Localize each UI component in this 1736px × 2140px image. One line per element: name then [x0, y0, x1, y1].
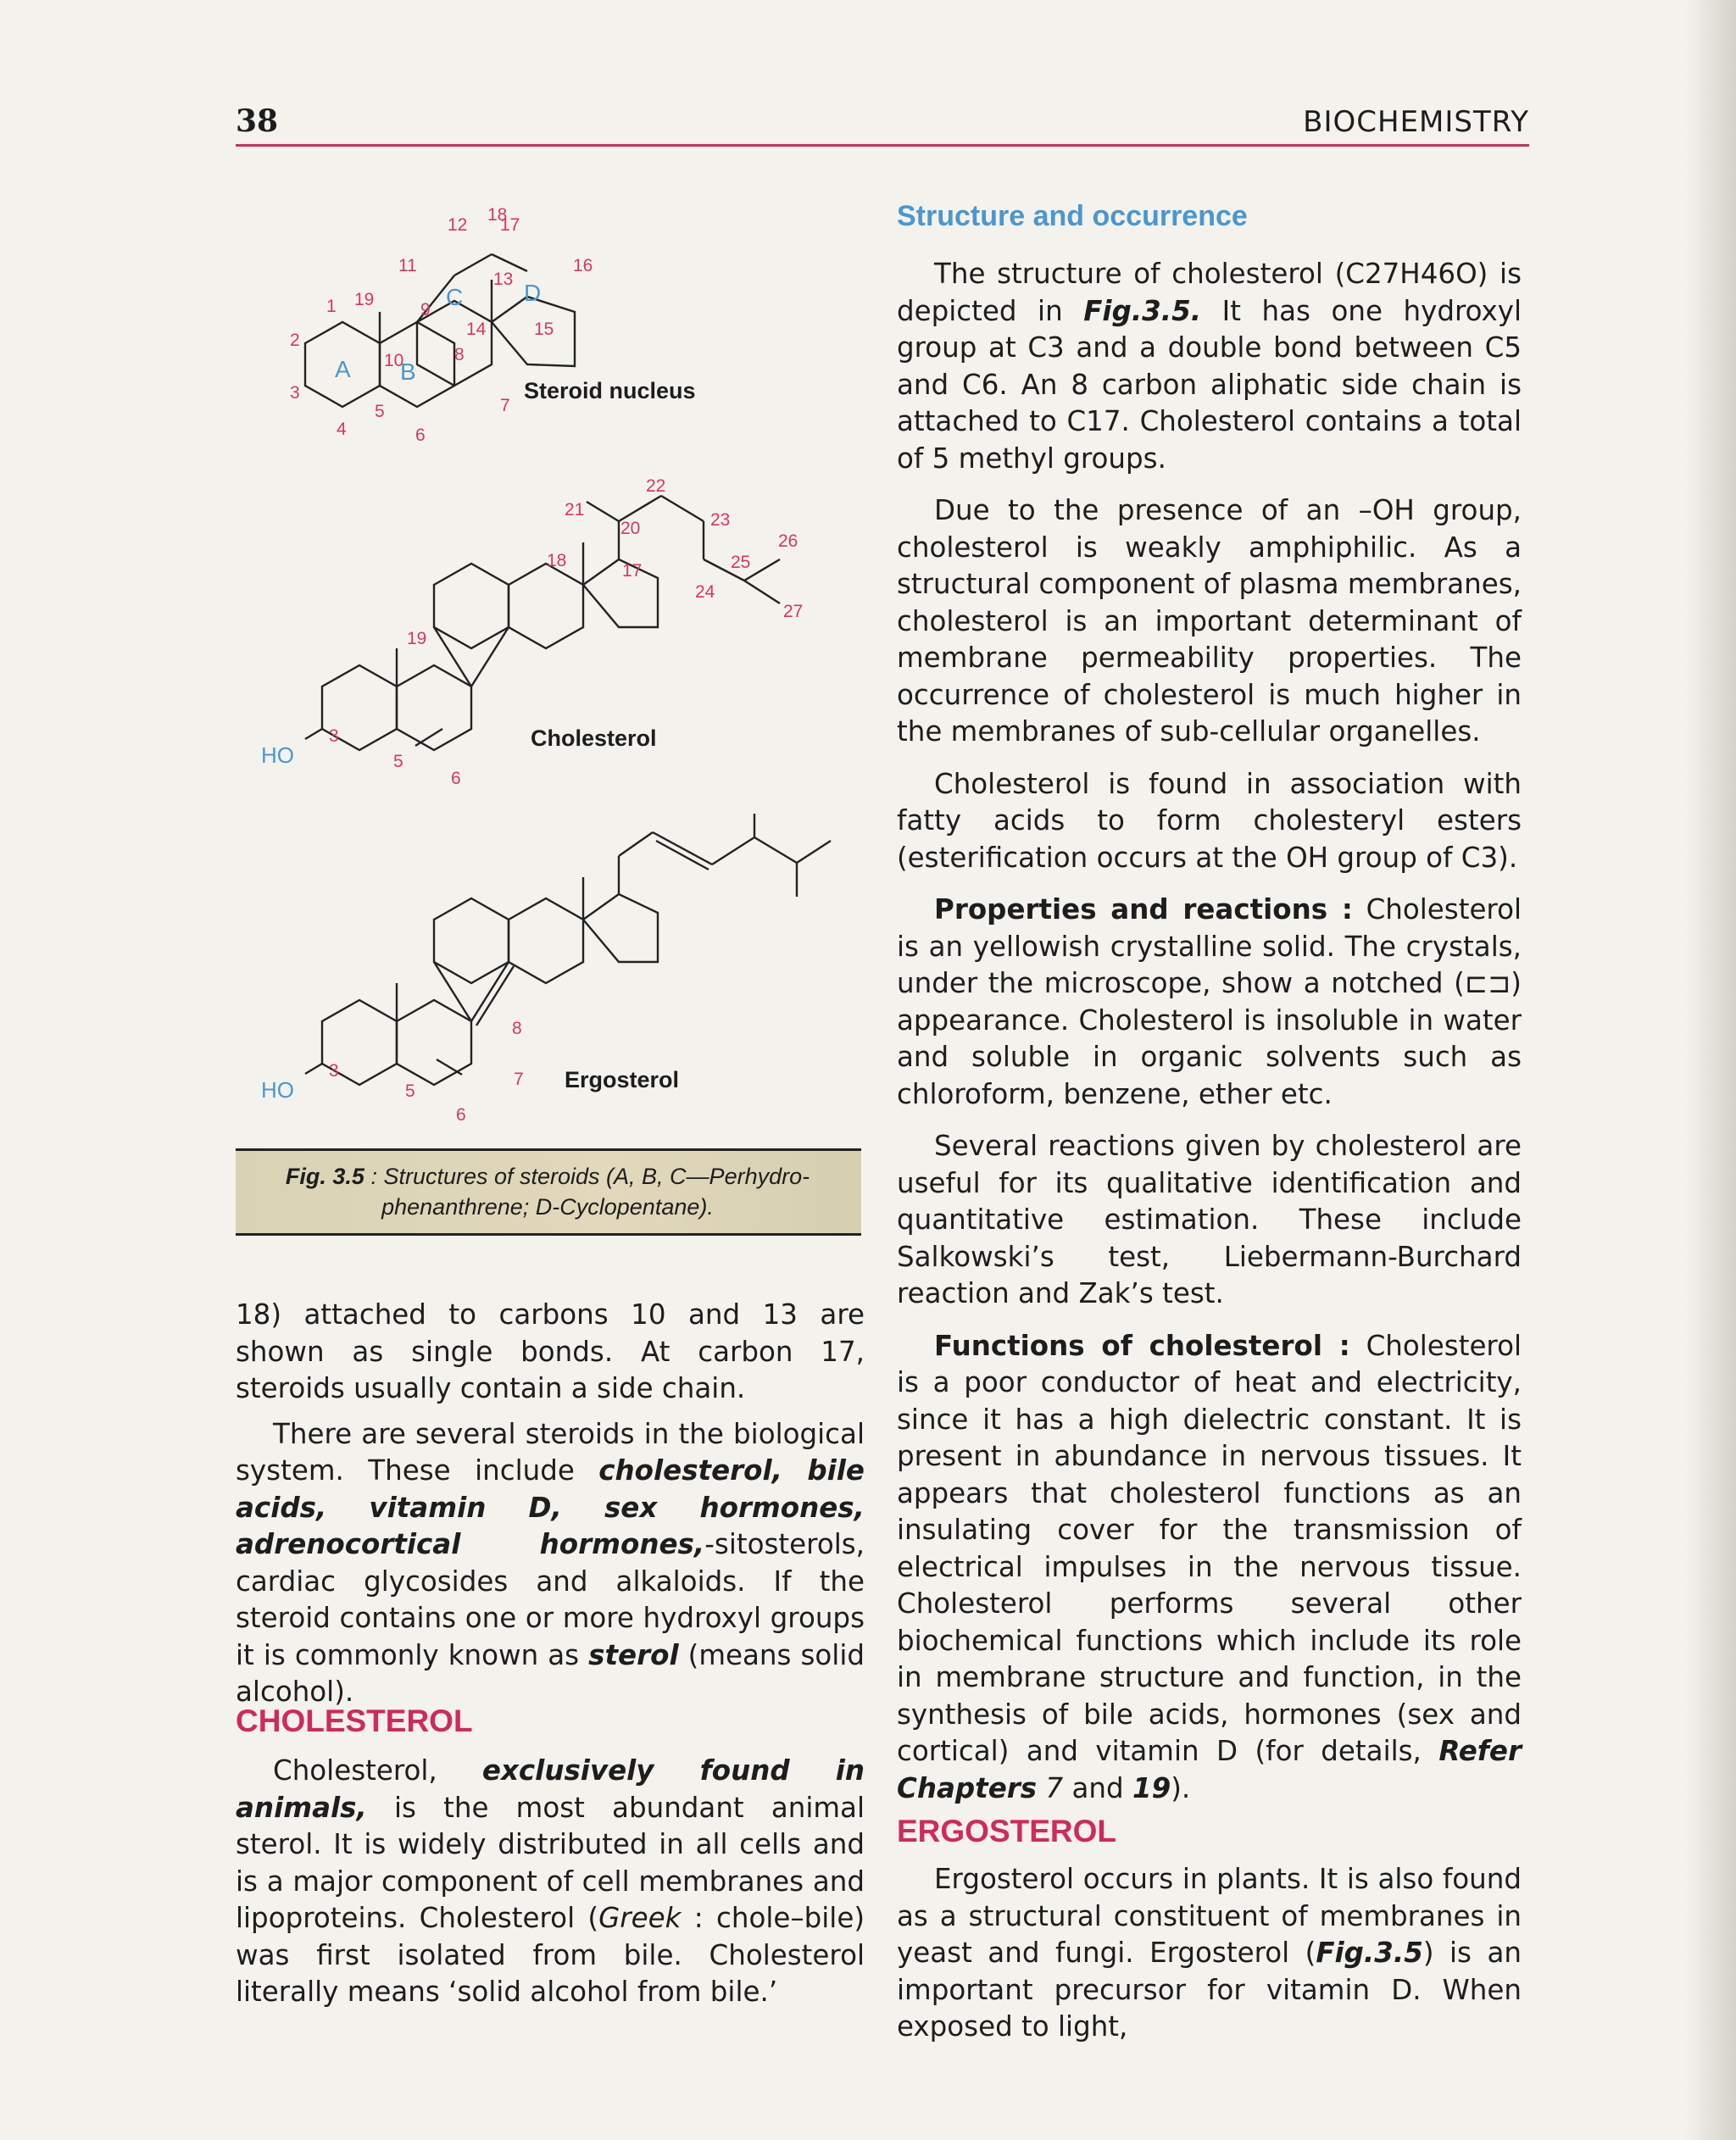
svg-text:15: 15: [534, 320, 554, 339]
svg-text:12: 12: [448, 215, 468, 235]
ester-paragraph: Cholesterol is found in association with fatty acids to form cholesteryl esters (esterification occurs at the OH group of C3).: [897, 767, 1522, 874]
svg-text:24: 24: [695, 582, 715, 602]
svg-text:8: 8: [454, 345, 465, 364]
svg-text:5: 5: [375, 402, 385, 421]
caption-text: : Structures of steroids (A, B, C—Perhydro-phenanthrene; D-Cyclopentane).: [370, 1164, 810, 1220]
structure-heading: Structure and occurrence: [897, 200, 1248, 232]
ring-label-c: C: [446, 284, 464, 310]
steroid-structures-figure: [254, 186, 865, 1136]
ergosterol-paragraph: Ergosterol occurs in plants. It is also found as a structural constituent of membranes in yeast and fungi. Ergosterol (Fig.3.5) is an important precursor for vitamin D. When exposed to light,: [897, 1863, 1522, 2043]
ring-label-d: D: [524, 280, 542, 306]
ring-label-a: A: [335, 356, 351, 382]
ergosterol-structure: [305, 814, 831, 1085]
svg-text:16: 16: [573, 256, 593, 275]
ring-label-b: B: [400, 359, 416, 385]
svg-text:19: 19: [407, 629, 427, 648]
left-column: [236, 1297, 865, 1711]
svg-text:5: 5: [393, 752, 403, 771]
ergosterol-block: [897, 1861, 1522, 2046]
ergosterol-heading: ERGOSTEROL: [897, 1814, 1117, 1848]
svg-text:26: 26: [778, 531, 798, 551]
svg-text:14: 14: [466, 320, 487, 339]
cholesterol-paragraph: Cholesterol, exclusively found in animals, is the most abundant animal sterol. It is widely distributed in all cells and is a major component of cell membranes and lipoproteins. Cholesterol (Greek : chole–bile) was first isolated from bile. Cholesterol literally means ‘solid alcohol from bile.’: [236, 1754, 865, 2008]
page-edge-shadow: [1685, 0, 1736, 2140]
right-column: [897, 256, 1522, 1807]
cholesterol-paragraph-block: [236, 1753, 865, 2011]
ergosterol-ho-label: HO: [261, 1077, 294, 1103]
ergosterol-label: Ergosterol: [565, 1067, 680, 1092]
cholesterol-ho-label: HO: [261, 742, 294, 768]
svg-text:25: 25: [731, 553, 751, 572]
cholesterol-label: Cholesterol: [531, 725, 657, 751]
intro-paragraph: 18) attached to carbons 10 and 13 are shown as single bonds. At carbon 17, steroids usually contain a side chain.: [236, 1298, 865, 1404]
amphiphilic-paragraph: Due to the presence of an –OH group, cholesterol is weakly amphiphilic. As a structural component of plasma membranes, cholesterol is an important determinant of membrane permeability properties. The occurrence of cholesterol is much higher in the membranes of sub-cellular organelles.: [897, 494, 1522, 748]
cholesterol-structure: [305, 496, 780, 750]
properties-paragraph: Properties and reactions : Cholesterol is an yellowish crystalline solid. The crystals, under the microscope, show a notched (⊏⊐) appearance. Cholesterol is insoluble in water and soluble in organic solvents such as chloroform, benzene, ether etc.: [897, 893, 1522, 1110]
svg-text:3: 3: [329, 726, 339, 746]
svg-text:21: 21: [565, 500, 585, 520]
reactions-paragraph: Several reactions given by cholesterol are useful for its qualitative identification and quantitative estimation. These include Salkowski’s test, Liebermann-Burchard reaction and Zak’s test.: [897, 1130, 1522, 1309]
svg-text:5: 5: [405, 1081, 415, 1101]
steroids-paragraph: There are several steroids in the biological system. These include cholesterol, bile acids, vitamin D, sex hormones, adrenocortical hormones,-sitosterols, cardiac glycosides and alkaloids. If the steroid contains one or more hydroxyl groups it is commonly known as sterol (means solid alcohol).: [236, 1417, 865, 1708]
svg-text:4: 4: [337, 420, 347, 439]
svg-text:10: 10: [384, 351, 404, 370]
svg-text:18: 18: [547, 551, 567, 570]
svg-text:6: 6: [456, 1105, 466, 1125]
header-rule: [236, 144, 1529, 147]
svg-text:3: 3: [290, 383, 300, 403]
functions-paragraph: Functions of cholesterol : Cholesterol is a poor conductor of heat and electricity, since it has a high dielectric constant. It is present in abundance in nervous tissues. It appears that cholesterol functions as an insulating cover for the transmission of electrical impulses in the nervous tissue. Cholesterol performs several other biochemical functions which include its role in membrane structure and function, in the synthesis of bile acids, hormones (sex and cortical) and vitamin D (for details, Refer Chapters 7 and 19).: [897, 1329, 1522, 1804]
svg-text:7: 7: [500, 396, 510, 415]
svg-text:19: 19: [354, 290, 375, 309]
svg-text:17: 17: [622, 561, 643, 581]
cholesterol-heading: CHOLESTEROL: [236, 1704, 473, 1738]
svg-text:23: 23: [710, 510, 731, 530]
running-header: BIOCHEMISTRY: [1303, 105, 1529, 139]
svg-text:7: 7: [514, 1070, 524, 1089]
svg-text:20: 20: [620, 519, 641, 538]
svg-text:13: 13: [493, 270, 514, 289]
svg-text:17: 17: [500, 215, 520, 235]
svg-text:22: 22: [646, 476, 666, 496]
figure-caption: [236, 1148, 861, 1236]
svg-text:27: 27: [783, 602, 804, 621]
svg-text:3: 3: [329, 1061, 339, 1081]
svg-text:11: 11: [398, 256, 417, 275]
svg-text:9: 9: [420, 300, 431, 320]
steroid-nucleus-label: Steroid nucleus: [524, 378, 696, 403]
svg-text:6: 6: [415, 425, 426, 445]
page-number: 38: [236, 103, 279, 139]
structure-paragraph: The structure of cholesterol (C27H46O) is depicted in Fig.3.5. It has one hydroxyl group at C3 and a double bond between C5 and C6. An 8 carbon aliphatic side chain is attached to C17. Cholesterol contains a total of 5 methyl groups.: [897, 258, 1522, 475]
svg-text:2: 2: [290, 331, 300, 350]
svg-text:6: 6: [451, 769, 461, 788]
caption-label: Fig. 3.5: [285, 1164, 364, 1189]
svg-text:18: 18: [487, 205, 508, 225]
svg-text:1: 1: [326, 297, 337, 316]
svg-text:8: 8: [512, 1019, 522, 1038]
